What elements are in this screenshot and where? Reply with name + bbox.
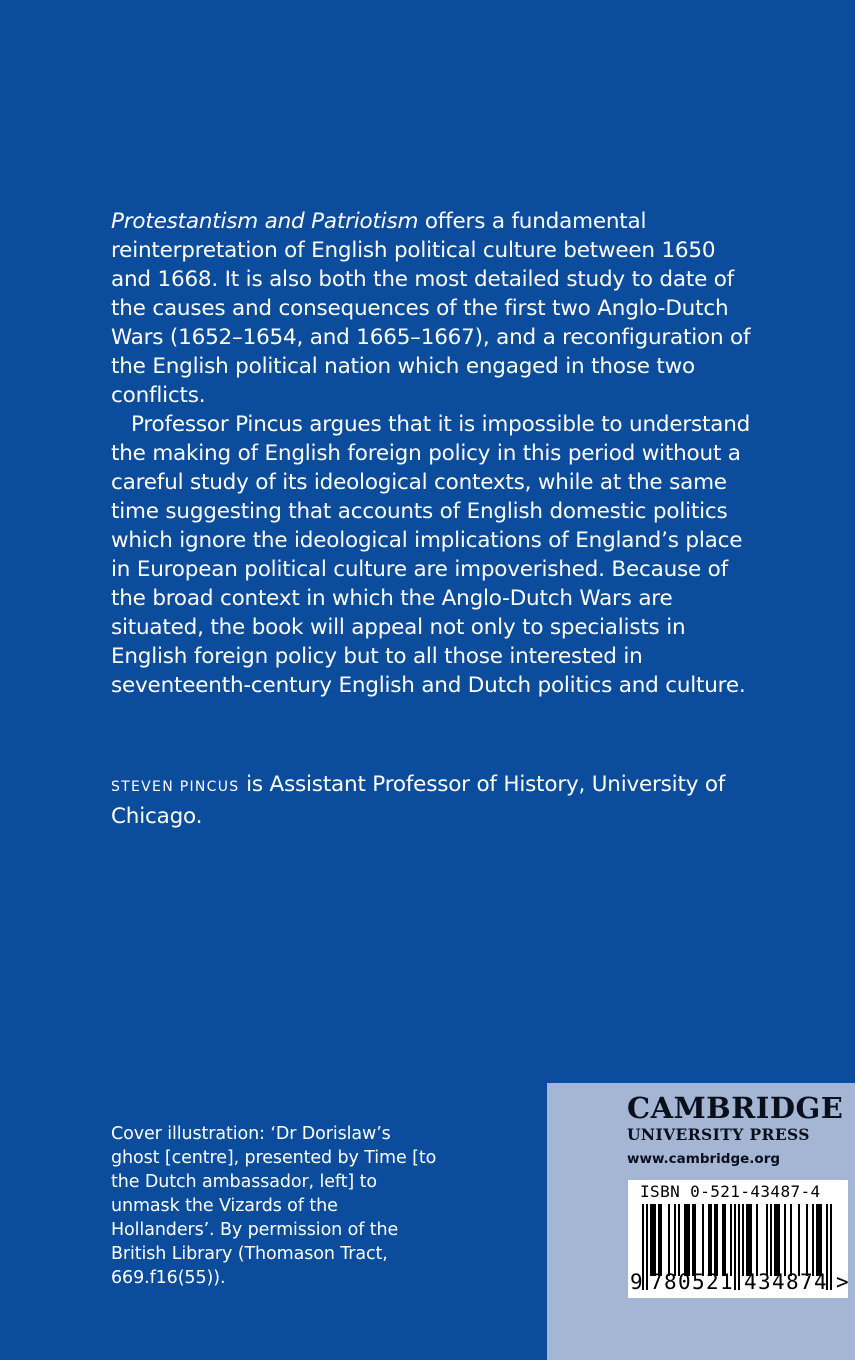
author-name: STEVEN PINCUS: [111, 779, 240, 795]
barcode-bar: [686, 1204, 688, 1276]
ean-digit: 3: [758, 1270, 771, 1294]
description-paragraph-1-text: offers a fundamental reinterpretation of English political culture between 1650 and 1668. It is also both the most detailed study to date of the causes and consequences of the first two Anglo-Dutch Wars (1652–1654, and 1665–1667), and a reconfiguration of the English political nation which engaged in those two conflicts.: [111, 209, 751, 408]
barcode-bar: [714, 1204, 716, 1276]
barcode-bar: [746, 1204, 748, 1276]
cover-illustration-caption: Cover illustration: ‘Dr Dorislaw’s ghost [centre], presented by Time [to the Dutch ambassador, left] to unmask the Vizards of the Hollanders’. By permission of the British Library (Thomason Tract, 669.f16(55)).: [111, 1124, 437, 1288]
barcode-bar: [818, 1204, 820, 1276]
barcode-bar: [798, 1204, 800, 1276]
barcode-bar: [812, 1204, 814, 1276]
publisher-logo: CAMBRIDGE: [627, 1091, 844, 1125]
ean-digit: 9: [630, 1270, 643, 1294]
ean-digit: 4: [814, 1270, 827, 1294]
barcode-bar: [674, 1204, 676, 1276]
ean-digit: 1: [720, 1270, 733, 1294]
barcode-bar: [724, 1204, 726, 1276]
barcode-bar: [658, 1204, 660, 1276]
barcode-bar: [774, 1204, 776, 1276]
barcode-bar: [742, 1204, 744, 1276]
barcode-bar: [660, 1204, 662, 1276]
barcode-bar: [668, 1204, 670, 1276]
description-paragraph-1: [111, 207, 761, 410]
barcode-bar: [688, 1204, 690, 1276]
barcode-bar: [652, 1204, 654, 1276]
ean-digit: 8: [786, 1270, 799, 1294]
barcode-bar: [748, 1204, 750, 1276]
ean-digit: 4: [744, 1270, 757, 1294]
barcode-bar: [708, 1204, 710, 1276]
barcode-bar: [820, 1204, 822, 1276]
isbn-number: ISBN 0-521-43487-4: [640, 1182, 821, 1201]
book-description: [111, 207, 761, 700]
barcode-bar: [694, 1204, 696, 1276]
barcode-bar: [750, 1204, 752, 1276]
ean-digit: 7: [800, 1270, 813, 1294]
barcode-box: [628, 1180, 848, 1298]
barcode-bar: [678, 1204, 680, 1276]
book-title: Protestantism and Patriotism: [111, 209, 419, 234]
barcode-bar: [650, 1204, 652, 1276]
barcode-bar: [770, 1204, 772, 1276]
barcode-bar: [692, 1204, 694, 1276]
barcode-bar: [766, 1204, 768, 1276]
barcode-bar: [722, 1204, 724, 1276]
barcode-bar: [730, 1204, 732, 1276]
barcode-bar: [654, 1204, 656, 1276]
publisher-logo-subtitle: UNIVERSITY PRESS: [627, 1125, 810, 1144]
ean-digits: [628, 1270, 848, 1296]
author-bio: [111, 770, 761, 831]
ean-digit: 2: [706, 1270, 719, 1294]
barcode-bar: [684, 1204, 686, 1276]
barcode-bar: [710, 1204, 712, 1276]
barcode-bar: [778, 1204, 780, 1276]
barcode-bar: [806, 1204, 808, 1276]
publisher-website: www.cambridge.org: [627, 1151, 781, 1167]
ean-digit: 0: [678, 1270, 691, 1294]
ean-digit: 4: [772, 1270, 785, 1294]
barcode-bar: [816, 1204, 818, 1276]
barcode-bar: [790, 1204, 792, 1276]
publisher-panel: [547, 1083, 855, 1360]
barcode-bar: [776, 1204, 778, 1276]
ean-digit: 5: [692, 1270, 705, 1294]
ean-digit: 8: [664, 1270, 677, 1294]
description-paragraph-2: Professor Pincus argues that it is impossible to understand the making of English foreign policy in this period without a careful study of its ideological contexts, while at the same time suggesting that accounts of English domestic politics which ignore the ideological implications of England’s place in European political culture are impoverished. Because of the broad context in which the Anglo-Dutch Wars are situated, the book will appeal not only to specialists in English foreign policy but to all those interested in seventeenth-century English and Dutch politics and culture.: [111, 412, 751, 698]
barcode-bar: [784, 1204, 786, 1276]
barcode-bar: [756, 1204, 758, 1276]
ean-quiet-zone-marker: >: [836, 1270, 849, 1294]
barcode-bar: [702, 1204, 704, 1276]
ean-digit: 7: [650, 1270, 663, 1294]
author-bio-text: is Assistant Professor of History, University of Chicago.: [111, 772, 726, 829]
barcode-bar: [716, 1204, 718, 1276]
